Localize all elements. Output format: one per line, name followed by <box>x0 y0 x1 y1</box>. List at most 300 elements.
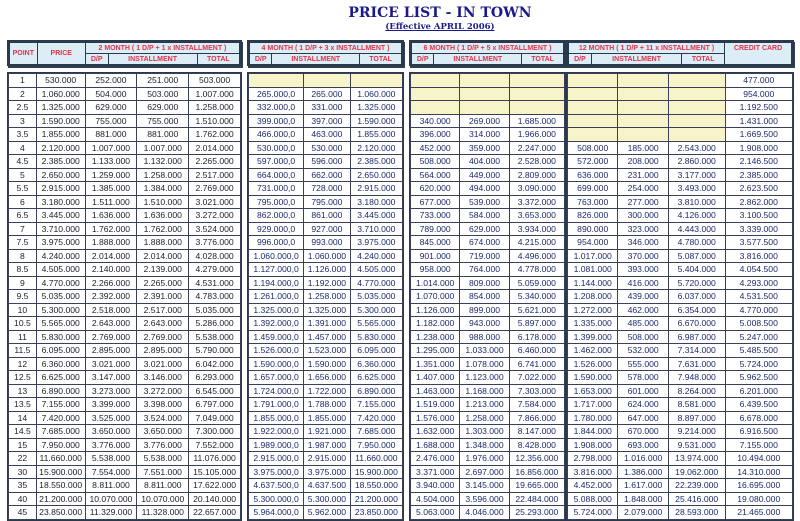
dp-cell: 1.526.000,0 <box>249 344 304 358</box>
dp-cell: 3.399.000 <box>85 398 137 412</box>
point-cell: 30 <box>9 465 37 479</box>
dp-cell: 3.273.000 <box>85 384 137 398</box>
table-row <box>249 492 403 506</box>
table-row <box>249 236 403 250</box>
installment-cell: 988.000 <box>460 330 509 344</box>
table-row <box>411 263 565 277</box>
table-row <box>568 425 793 439</box>
table-row <box>411 141 565 155</box>
table-row <box>568 155 793 169</box>
table-row <box>249 425 403 439</box>
dp-cell: 504.000 <box>85 87 137 101</box>
installment-cell: 927.000 <box>304 222 351 236</box>
total-cell: 22.239.000 <box>668 479 725 493</box>
dp-cell: 1.463.000 <box>411 384 460 398</box>
table-row <box>249 101 403 115</box>
table-row <box>568 128 793 142</box>
price-cell: 5.830.000 <box>36 330 85 344</box>
total-cell: 1.060.000 <box>350 87 402 101</box>
price-cell: 15.900.000 <box>36 465 85 479</box>
installment-cell: 755.000 <box>137 114 189 128</box>
installment-cell <box>460 74 509 88</box>
table-row <box>411 290 565 304</box>
installment-cell: 881.000 <box>137 128 189 142</box>
point-cell: 9 <box>9 276 37 290</box>
dp-cell: 1.989.000,0 <box>249 438 304 452</box>
dp-cell <box>568 101 618 115</box>
table-row <box>9 101 241 115</box>
dp-cell <box>568 74 618 88</box>
installment-cell: 2.265.000 <box>137 276 189 290</box>
dp-cell: 862.000,0 <box>249 209 304 223</box>
installment-cell: 693.000 <box>618 438 668 452</box>
table-row <box>249 276 403 290</box>
total-cell: 4.215.000 <box>509 236 564 250</box>
total-cell: 16.856.000 <box>509 465 564 479</box>
dp-cell <box>568 114 618 128</box>
total-cell: 2.120.000 <box>350 141 402 155</box>
installment-cell: 494.000 <box>460 182 509 196</box>
dp-cell: 1.272.000 <box>568 303 618 317</box>
dp-cell: 2.895.000 <box>85 344 137 358</box>
total-cell: 3.177.000 <box>668 168 725 182</box>
dp-cell: 1.351.000 <box>411 357 460 371</box>
table-row <box>568 209 793 223</box>
table-row <box>9 344 241 358</box>
dp-cell: 10.070.000 <box>85 492 137 506</box>
table-row <box>9 249 241 263</box>
dp-cell: 3.650.000 <box>85 425 137 439</box>
total-cell: 28.593.000 <box>668 506 725 520</box>
installment-cell: 662.000 <box>304 168 351 182</box>
total-cell: 4.505.000 <box>350 263 402 277</box>
table-row <box>411 114 565 128</box>
dp-cell: 572.000 <box>568 155 618 169</box>
installment-cell: 1.033.000 <box>460 344 509 358</box>
dp-cell: 901.000 <box>411 249 460 263</box>
total-cell: 3.710.000 <box>350 222 402 236</box>
credit-card-cell: 6.439.500 <box>725 398 793 412</box>
point-cell: 22 <box>9 452 37 466</box>
dp-cell: 2.769.000 <box>85 330 137 344</box>
table-row <box>568 263 793 277</box>
table-row <box>249 479 403 493</box>
credit-card-cell: 1.669.500 <box>725 128 793 142</box>
total-cell: 23.850.000 <box>350 506 402 520</box>
installment-cell: 1.762.000 <box>137 222 189 236</box>
table-row <box>411 182 565 196</box>
installment-cell: 1.617.000 <box>618 479 668 493</box>
installment-cell: 1.976.000 <box>460 452 509 466</box>
point-cell: 9.5 <box>9 290 37 304</box>
total-cell: 2.014.000 <box>189 141 241 155</box>
credit-card-cell: 3.577.500 <box>725 236 793 250</box>
total-cell: 3.524.000 <box>189 222 241 236</box>
total-cell: 7.420.000 <box>350 411 402 425</box>
installment-cell: 764.000 <box>460 263 509 277</box>
table-row <box>411 168 565 182</box>
installment-cell: 462.000 <box>618 303 668 317</box>
dp-cell: 4.504.000 <box>411 492 460 506</box>
total-cell: 5.404.000 <box>668 263 725 277</box>
total-cell: 1.510.000 <box>189 114 241 128</box>
dp-cell <box>411 101 460 115</box>
dp-cell: 1.126.000 <box>411 303 460 317</box>
dp-cell: 1.688.000 <box>411 438 460 452</box>
installment-cell <box>618 87 668 101</box>
table-row <box>9 182 241 196</box>
total-cell: 5.538.000 <box>189 330 241 344</box>
dp-cell: 399.000,0 <box>249 114 304 128</box>
total-cell: 2.860.000 <box>668 155 725 169</box>
dp-cell: 1.632.000 <box>411 425 460 439</box>
total-cell: 1.590.000 <box>350 114 402 128</box>
dp-cell <box>568 128 618 142</box>
total-cell: 1.966.000 <box>509 128 564 142</box>
table-row <box>568 195 793 209</box>
price-cell: 4.505.000 <box>36 263 85 277</box>
price-cell: 6.625.000 <box>36 371 85 385</box>
total-cell: 7.022.000 <box>509 371 564 385</box>
credit-card-cell: 2.623.500 <box>725 182 793 196</box>
installment-cell: 2.014.000 <box>137 249 189 263</box>
total-cell: 4.770.000 <box>350 276 402 290</box>
table-row <box>568 452 793 466</box>
credit-card-cell: 19.080.000 <box>725 492 793 506</box>
dp-cell <box>249 74 304 88</box>
dp-cell: 1.657.000,0 <box>249 371 304 385</box>
total-cell: 6.890.000 <box>350 384 402 398</box>
table-row <box>9 317 241 331</box>
point-cell: 4.5 <box>9 155 37 169</box>
total-cell: 5.087.000 <box>668 249 725 263</box>
dp-cell <box>568 87 618 101</box>
table-row <box>9 371 241 385</box>
total-cell: 1.685.000 <box>509 114 564 128</box>
installment-cell: 601.000 <box>618 384 668 398</box>
installment-cell: 728.000 <box>304 182 351 196</box>
dp-cell: 795.000,0 <box>249 195 304 209</box>
installment-cell: 508.000 <box>618 330 668 344</box>
installment-cell: 1.213.000 <box>460 398 509 412</box>
table-row <box>411 128 565 142</box>
table-row <box>9 114 241 128</box>
header-dp: D/P <box>250 54 272 65</box>
installment-cell: 300.000 <box>618 209 668 223</box>
table-row <box>568 344 793 358</box>
credit-card-cell: 6.916.500 <box>725 425 793 439</box>
price-cell: 5.035.000 <box>36 290 85 304</box>
total-cell: 4.778.000 <box>509 263 564 277</box>
price-cell: 23.850.000 <box>36 506 85 520</box>
credit-card-cell: 14.310.000 <box>725 465 793 479</box>
total-cell: 3.090.000 <box>509 182 564 196</box>
table-row <box>411 384 565 398</box>
installment-cell: 3.596.000 <box>460 492 509 506</box>
total-cell: 6.797.000 <box>189 398 241 412</box>
price-cell: 7.950.000 <box>36 438 85 452</box>
total-cell: 3.180.000 <box>350 195 402 209</box>
total-cell: 5.621.000 <box>509 303 564 317</box>
installment-cell: 277.000 <box>618 195 668 209</box>
installment-cell <box>460 87 509 101</box>
table-row <box>568 398 793 412</box>
total-cell: 3.653.000 <box>509 209 564 223</box>
total-cell: 2.915.000 <box>350 182 402 196</box>
dp-cell: 8.811.000 <box>85 479 137 493</box>
table-row <box>411 344 565 358</box>
installment-cell: 1.788.000 <box>304 398 351 412</box>
table-row <box>9 506 241 520</box>
total-cell: 1.762.000 <box>189 128 241 142</box>
total-cell: 20.140.000 <box>189 492 241 506</box>
installment-cell: 3.776.000 <box>137 438 189 452</box>
point-cell: 10 <box>9 303 37 317</box>
table-row <box>568 465 793 479</box>
table-row <box>568 290 793 304</box>
dp-cell: 1.519.000 <box>411 398 460 412</box>
price-cell: 2.915.000 <box>36 182 85 196</box>
table-row <box>9 74 241 88</box>
table-row <box>411 236 565 250</box>
installment-cell: 795.000 <box>304 195 351 209</box>
total-cell: 15.900.000 <box>350 465 402 479</box>
table-row <box>568 303 793 317</box>
price-cell: 1.060.000 <box>36 87 85 101</box>
credit-card-cell: 3.816.000 <box>725 249 793 263</box>
table-row <box>411 465 565 479</box>
total-cell: 5.035.000 <box>189 303 241 317</box>
point-cell: 8.5 <box>9 263 37 277</box>
installment-cell: 3.146.000 <box>137 371 189 385</box>
header-6month <box>409 40 566 66</box>
point-cell: 13 <box>9 384 37 398</box>
installment-cell: 1.258.000 <box>137 168 189 182</box>
installment-cell: 1.510.000 <box>137 195 189 209</box>
dp-cell: 1.007.000 <box>85 141 137 155</box>
dp-cell: 7.554.000 <box>85 465 137 479</box>
installment-cell: 899.000 <box>460 303 509 317</box>
table-row <box>411 317 565 331</box>
total-cell: 21.200.000 <box>350 492 402 506</box>
table-row <box>249 128 403 142</box>
dp-cell: 508.000 <box>568 141 618 155</box>
total-cell: 8.428.000 <box>509 438 564 452</box>
credit-card-cell: 6.201.000 <box>725 384 793 398</box>
table-row <box>249 384 403 398</box>
price-cell: 11.660.000 <box>36 452 85 466</box>
credit-card-cell: 477.000 <box>725 74 793 88</box>
dp-cell: 1.511.000 <box>85 195 137 209</box>
dp-cell: 265.000,0 <box>249 87 304 101</box>
credit-card-cell: 5.962.500 <box>725 371 793 385</box>
installment-cell: 331.000 <box>304 101 351 115</box>
table-row <box>249 452 403 466</box>
total-cell: 2.650.000 <box>350 168 402 182</box>
dp-cell: 1.238.000 <box>411 330 460 344</box>
table-row <box>411 155 565 169</box>
installment-cell: 2.915.000 <box>304 452 351 466</box>
table-row <box>411 371 565 385</box>
installment-cell: 674.000 <box>460 236 509 250</box>
total-cell: 2.543.000 <box>668 141 725 155</box>
price-cell: 1.590.000 <box>36 114 85 128</box>
dp-cell: 1.407.000 <box>411 371 460 385</box>
price-cell: 1.855.000 <box>36 128 85 142</box>
point-cell: 6 <box>9 195 37 209</box>
price-cell: 7.155.000 <box>36 398 85 412</box>
total-cell: 2.809.000 <box>509 168 564 182</box>
installment-cell: 943.000 <box>460 317 509 331</box>
table-row <box>568 506 793 520</box>
table-row <box>411 492 565 506</box>
table-row <box>9 195 241 209</box>
total-cell: 3.493.000 <box>668 182 725 196</box>
dp-cell: 1.392.000,0 <box>249 317 304 331</box>
installment-cell: 1.007.000 <box>137 141 189 155</box>
dp-cell: 1.325.000,0 <box>249 303 304 317</box>
table-row <box>9 425 241 439</box>
total-cell: 19.665.000 <box>509 479 564 493</box>
table-row <box>249 182 403 196</box>
table-row <box>568 411 793 425</box>
total-cell: 2.517.000 <box>189 168 241 182</box>
total-cell: 5.286.000 <box>189 317 241 331</box>
point-cell: 35 <box>9 479 37 493</box>
installment-cell: 416.000 <box>618 276 668 290</box>
total-cell: 15.105.000 <box>189 465 241 479</box>
dp-cell: 2.140.000 <box>85 263 137 277</box>
dp-cell: 1.335.000 <box>568 317 618 331</box>
installment-cell: 397.000 <box>304 114 351 128</box>
installment-cell: 1.457.000 <box>304 330 351 344</box>
installment-cell: 393.000 <box>618 263 668 277</box>
installment-cell: 2.391.000 <box>137 290 189 304</box>
total-cell: 8.581.000 <box>668 398 725 412</box>
price-cell: 5.300.000 <box>36 303 85 317</box>
dp-cell: 3.816.000 <box>568 465 618 479</box>
installment-cell: 1.132.000 <box>137 155 189 169</box>
table-row <box>568 357 793 371</box>
header-price: PRICE <box>37 43 85 65</box>
dp-cell: 620.000 <box>411 182 460 196</box>
total-cell: 11.076.000 <box>189 452 241 466</box>
dp-cell: 1.526.000 <box>568 357 618 371</box>
total-cell: 6.178.000 <box>509 330 564 344</box>
table-row <box>411 411 565 425</box>
installment-cell <box>618 74 668 88</box>
installment-cell: 1.126.000 <box>304 263 351 277</box>
table-row <box>568 87 793 101</box>
table-row <box>249 222 403 236</box>
dp-cell: 996.000,0 <box>249 236 304 250</box>
table-row <box>411 479 565 493</box>
price-cell: 7.420.000 <box>36 411 85 425</box>
installment-cell: 346.000 <box>618 236 668 250</box>
total-cell: 6.625.000 <box>350 371 402 385</box>
installment-cell: 2.895.000 <box>137 344 189 358</box>
credit-card-cell: 4.293.000 <box>725 276 793 290</box>
installment-cell: 2.769.000 <box>137 330 189 344</box>
total-cell: 6.460.000 <box>509 344 564 358</box>
dp-cell: 2.643.000 <box>85 317 137 331</box>
price-cell: 18.550.000 <box>36 479 85 493</box>
total-cell: 5.720.000 <box>668 276 725 290</box>
dp-cell: 929.000,0 <box>249 222 304 236</box>
installment-cell: 1.855.000 <box>304 411 351 425</box>
total-cell: 11.660.000 <box>350 452 402 466</box>
point-cell: 7 <box>9 222 37 236</box>
dp-cell: 1.014.000 <box>411 276 460 290</box>
price-cell: 6.890.000 <box>36 384 85 398</box>
header-installment: INSTALLMENT <box>434 54 522 65</box>
dp-cell: 564.000 <box>411 168 460 182</box>
total-cell <box>350 74 402 88</box>
total-cell: 4.496.000 <box>509 249 564 263</box>
dp-cell: 1.780.000 <box>568 411 618 425</box>
point-cell: 7.5 <box>9 236 37 250</box>
installment-cell: 555.000 <box>618 357 668 371</box>
installment-cell: 3.650.000 <box>137 425 189 439</box>
credit-card-cell: 3.100.500 <box>725 209 793 223</box>
point-cell: 2.5 <box>9 101 37 115</box>
total-cell: 503.000 <box>189 74 241 88</box>
dp-cell: 1.762.000 <box>85 222 137 236</box>
installment-cell: 629.000 <box>137 101 189 115</box>
dp-cell: 5.724.000 <box>568 506 618 520</box>
total-cell: 3.445.000 <box>350 209 402 223</box>
installment-cell: 3.272.000 <box>137 384 189 398</box>
installment-cell: 1.987.000 <box>304 438 351 452</box>
point-cell: 4 <box>9 141 37 155</box>
total-cell: 3.934.000 <box>509 222 564 236</box>
dp-cell: 3.525.000 <box>85 411 137 425</box>
total-cell: 5.300.000 <box>350 303 402 317</box>
point-cell: 14 <box>9 411 37 425</box>
total-cell: 3.372.000 <box>509 195 564 209</box>
point-cell: 5.5 <box>9 182 37 196</box>
point-cell: 3 <box>9 114 37 128</box>
total-cell: 9.214.000 <box>668 425 725 439</box>
table-row <box>249 155 403 169</box>
dp-cell: 1.208.000 <box>568 290 618 304</box>
table-row <box>249 290 403 304</box>
installment-cell: 3.524.000 <box>137 411 189 425</box>
dp-cell: 1.081.000 <box>568 263 618 277</box>
table-row <box>9 398 241 412</box>
dp-cell: 1.888.000 <box>85 236 137 250</box>
credit-card-cell: 1.908.000 <box>725 141 793 155</box>
price-cell: 3.445.000 <box>36 209 85 223</box>
price-cell: 7.685.000 <box>36 425 85 439</box>
total-cell: 7.584.000 <box>509 398 564 412</box>
installment-cell: 10.070.000 <box>137 492 189 506</box>
table-row <box>411 222 565 236</box>
table-row <box>411 303 565 317</box>
total-cell: 12.356.000 <box>509 452 564 466</box>
dp-cell: 452.000 <box>411 141 460 155</box>
dp-cell: 1.636.000 <box>85 209 137 223</box>
total-cell: 6.670.000 <box>668 317 725 331</box>
total-cell: 4.443.000 <box>668 222 725 236</box>
dp-cell: 890.000 <box>568 222 618 236</box>
total-cell: 2.265.000 <box>189 155 241 169</box>
table-row <box>568 74 793 88</box>
total-cell: 4.279.000 <box>189 263 241 277</box>
header-credit-card: CREDIT CARD <box>725 43 792 65</box>
dp-cell: 755.000 <box>85 114 137 128</box>
header-total: TOTAL <box>682 54 725 65</box>
